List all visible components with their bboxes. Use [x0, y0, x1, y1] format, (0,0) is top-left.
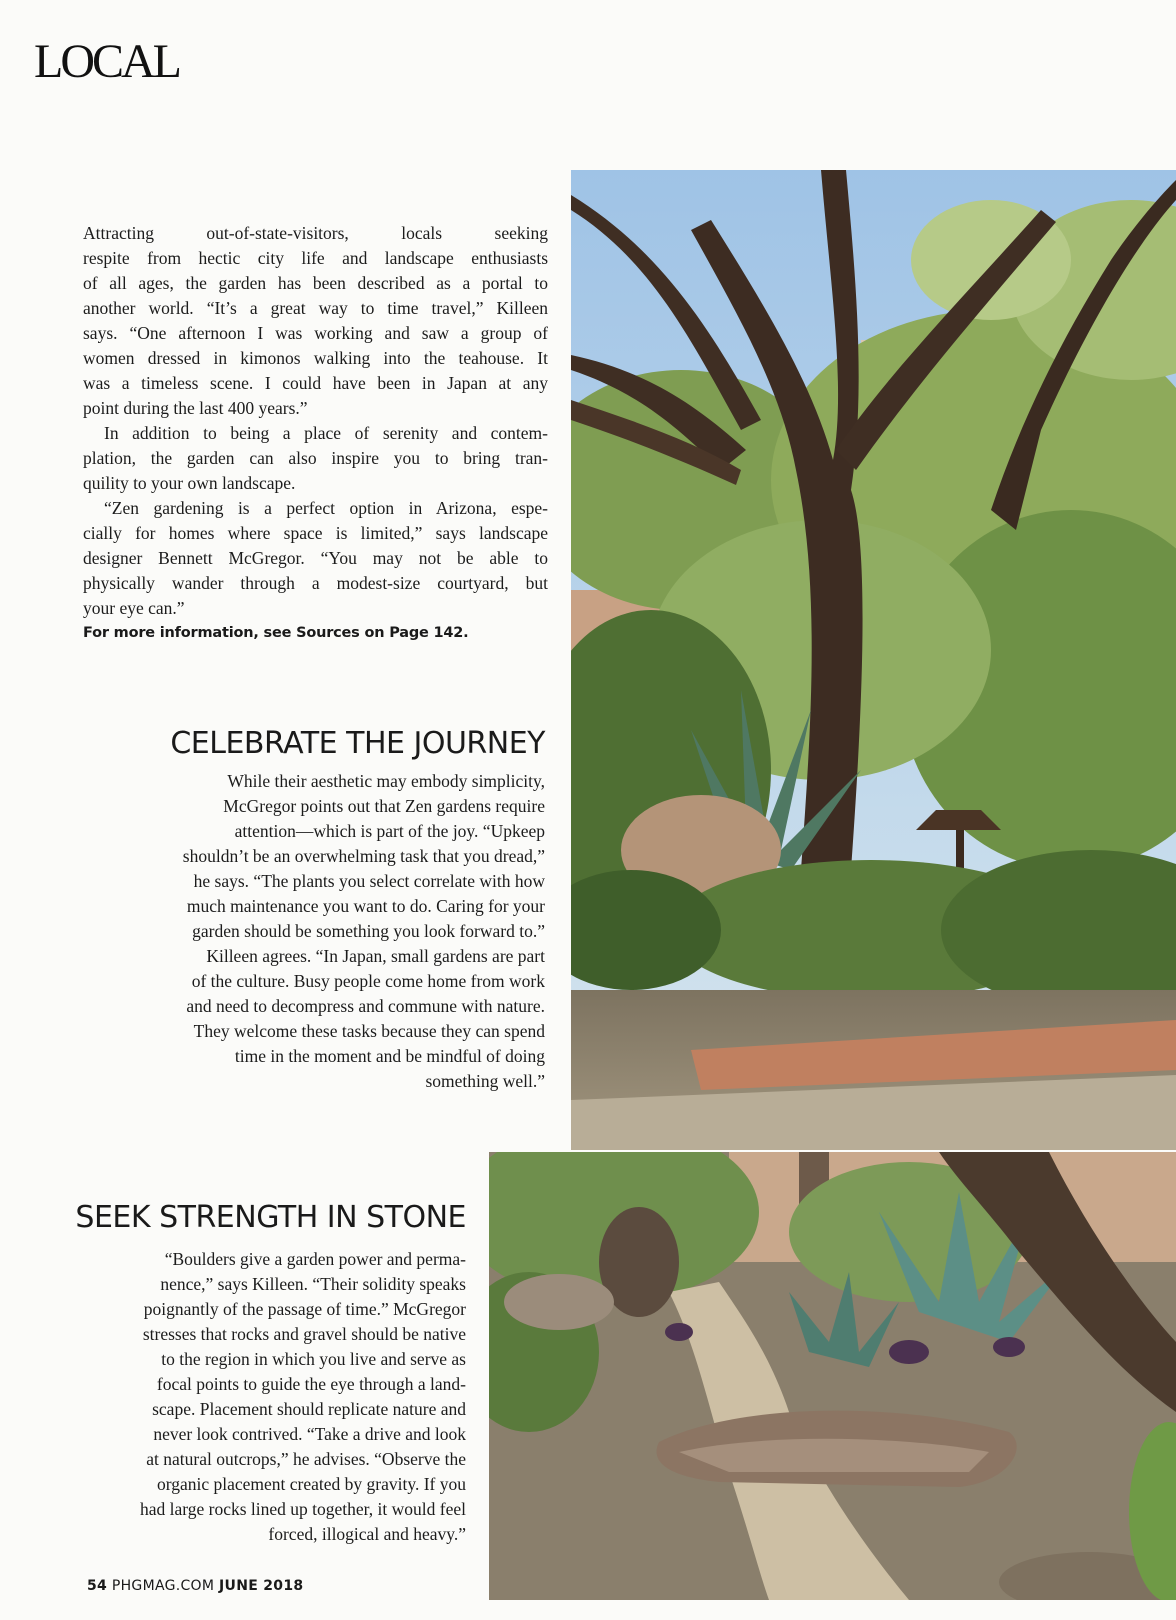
stone-line: forced, illogical and heavy.” [268, 1524, 466, 1544]
journey-line: time in the moment and be mindful of doing [234, 1046, 545, 1066]
journey-line: something well.” [425, 1071, 545, 1091]
intro-line: physically wander through a modest-size courtyard, but [83, 573, 548, 593]
stone-line: “Boulders give a garden power and perma- [164, 1249, 466, 1269]
journey-line: attention—which is part of the joy. “Upkeep [234, 821, 545, 841]
journey-heading: CELEBRATE THE JOURNEY [170, 726, 545, 761]
issue-date: JUNE 2018 [219, 1578, 304, 1594]
intro-line: of all ages, the garden has been described as a portal to [83, 273, 548, 293]
stone-line: stresses that rocks and gravel should be native [142, 1324, 466, 1344]
intro-line: designer Bennett McGregor. “You may not be able to [83, 548, 548, 568]
stone-line: scape. Placement should replicate nature and [152, 1399, 466, 1419]
ghost-watermark [40, 0, 1140, 130]
journey-line: and need to decompress and commune with nature. [186, 996, 545, 1016]
stone-line: at natural outcrops,” he advises. “Observe the [146, 1449, 466, 1469]
stone-line: nence,” says Killeen. “Their solidity speaks [160, 1274, 466, 1294]
intro-line: quility to your own landscape. [83, 473, 296, 493]
intro-line: In addition to being a place of serenity and contem- [104, 423, 548, 443]
journey-line: of the culture. Busy people come home from work [191, 971, 545, 991]
section-label: LOCAL [34, 35, 179, 88]
intro-line: respite from hectic city life and landscape enthusiasts [83, 248, 548, 268]
stone-line: to the region in which you live and serve as [161, 1349, 466, 1369]
intro-line: cially for homes where space is limited,” says landscape [83, 523, 548, 543]
intro-line: Attracting out-of-state-visitors, locals seeking [83, 223, 548, 243]
intro-line: was a timeless scene. I could have been in Japan at any [83, 373, 548, 393]
stone-line: focal points to guide the eye through a land- [156, 1374, 466, 1394]
intro-text [83, 221, 548, 621]
intro-line: point during the last 400 years.” [83, 398, 308, 418]
stone-line: never look contrived. “Take a drive and look [153, 1424, 466, 1444]
intro-line: plation, the garden can also inspire you to bring tran- [83, 448, 548, 468]
more-info-note: For more information, see Sources on Page 142. [83, 625, 469, 641]
stone-heading: SEEK STRENGTH IN STONE [75, 1200, 466, 1235]
stone-line: poignantly of the passage of time.” McGregor [143, 1299, 466, 1319]
journey-line: shouldn’t be an overwhelming task that you dread,” [182, 846, 545, 866]
garden-tree-photo [571, 170, 1176, 1150]
stone-line: organic placement created by gravity. If you [156, 1474, 466, 1494]
intro-line: says. “One afternoon I was working and saw a group of [83, 323, 548, 343]
journey-line: Killeen agrees. “In Japan, small gardens are part [206, 946, 545, 966]
stone-text [140, 1247, 466, 1547]
journey-line: They welcome these tasks because they can spend [193, 1021, 545, 1041]
rock-path-photo [489, 1152, 1176, 1600]
site-name: PHGMAG.COM [111, 1578, 215, 1594]
journey-line: he says. “The plants you select correlate with how [193, 871, 545, 891]
journey-line: much maintenance you want to do. Caring for your [186, 896, 545, 916]
intro-line: another world. “It’s a great way to time travel,” Killeen [83, 298, 548, 318]
intro-line: women dressed in kimonos walking into the teahouse. It [83, 348, 548, 368]
journey-text [183, 769, 545, 1094]
intro-line: your eye can.” [83, 598, 185, 618]
page-folio [87, 1578, 303, 1594]
journey-line: garden should be something you look forward to.” [192, 921, 545, 941]
intro-line: “Zen gardening is a perfect option in Arizona, espe- [104, 498, 548, 518]
page-number: 54 [87, 1578, 108, 1594]
journey-line: McGregor points out that Zen gardens require [223, 796, 545, 816]
stone-line: had large rocks lined up together, it would feel [139, 1499, 466, 1519]
journey-line: While their aesthetic may embody simplicity, [227, 771, 545, 791]
